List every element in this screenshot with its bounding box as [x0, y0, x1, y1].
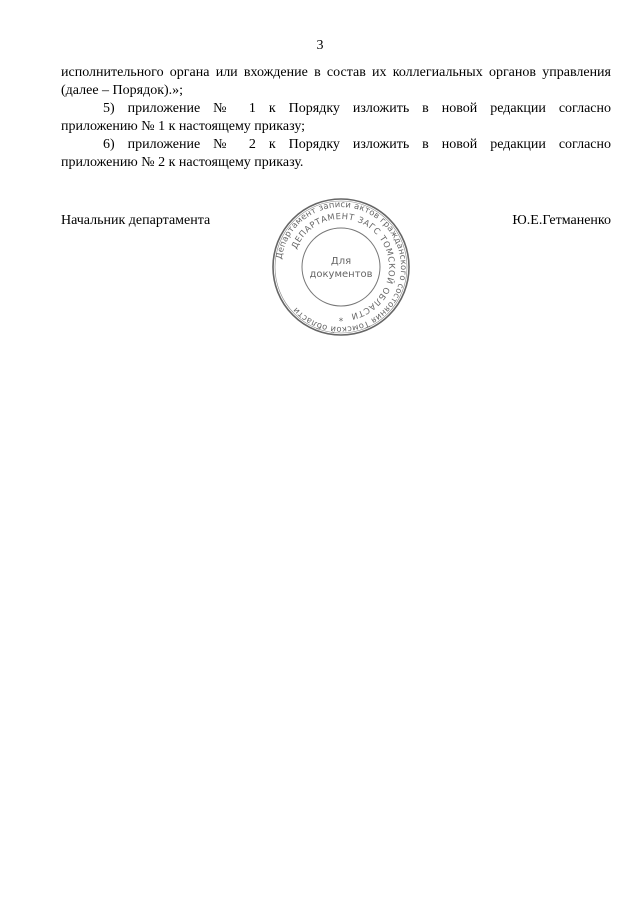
paragraph-item-5 [61, 100, 611, 136]
stamp-inner-textpath: ДЕПАРТАМЕНТ ЗАГС ТОМСКОЙ ОБЛАСТИ [289, 210, 398, 322]
paragraph-line: (далее – Порядок).»; [61, 83, 184, 98]
paragraph-line: приложению № 2 к настоящему приказу. [61, 155, 304, 170]
stamp-seal-graphic [270, 196, 412, 338]
stamp-center-line2: документов [309, 269, 373, 280]
signatory-name: Ю.Е.Гетманенко [512, 213, 611, 228]
paragraph-line: 5) приложение № 1 к Порядку изложить в новой редакции согласно [103, 101, 611, 116]
stamp-center-line1: Для [330, 256, 352, 267]
star-icon: * [338, 317, 344, 327]
document-body [61, 64, 611, 172]
stamp-outer-textpath: Департамент записи актов гражданского состояния Томской области [273, 198, 410, 336]
paragraph-line: приложению № 1 к настоящему приказу; [61, 119, 306, 134]
paragraph-line: 6) приложение № 2 к Порядку изложить в новой редакции согласно [103, 137, 611, 152]
signatory-title: Начальник департамента [61, 213, 211, 228]
paragraph-line: исполнительного органа или вхождение в состав их коллегиальных органов управления [61, 65, 611, 80]
paragraph-continuation [61, 64, 611, 100]
official-stamp [270, 196, 412, 338]
page-number: 3 [316, 38, 324, 53]
paragraph-item-6 [61, 136, 611, 172]
